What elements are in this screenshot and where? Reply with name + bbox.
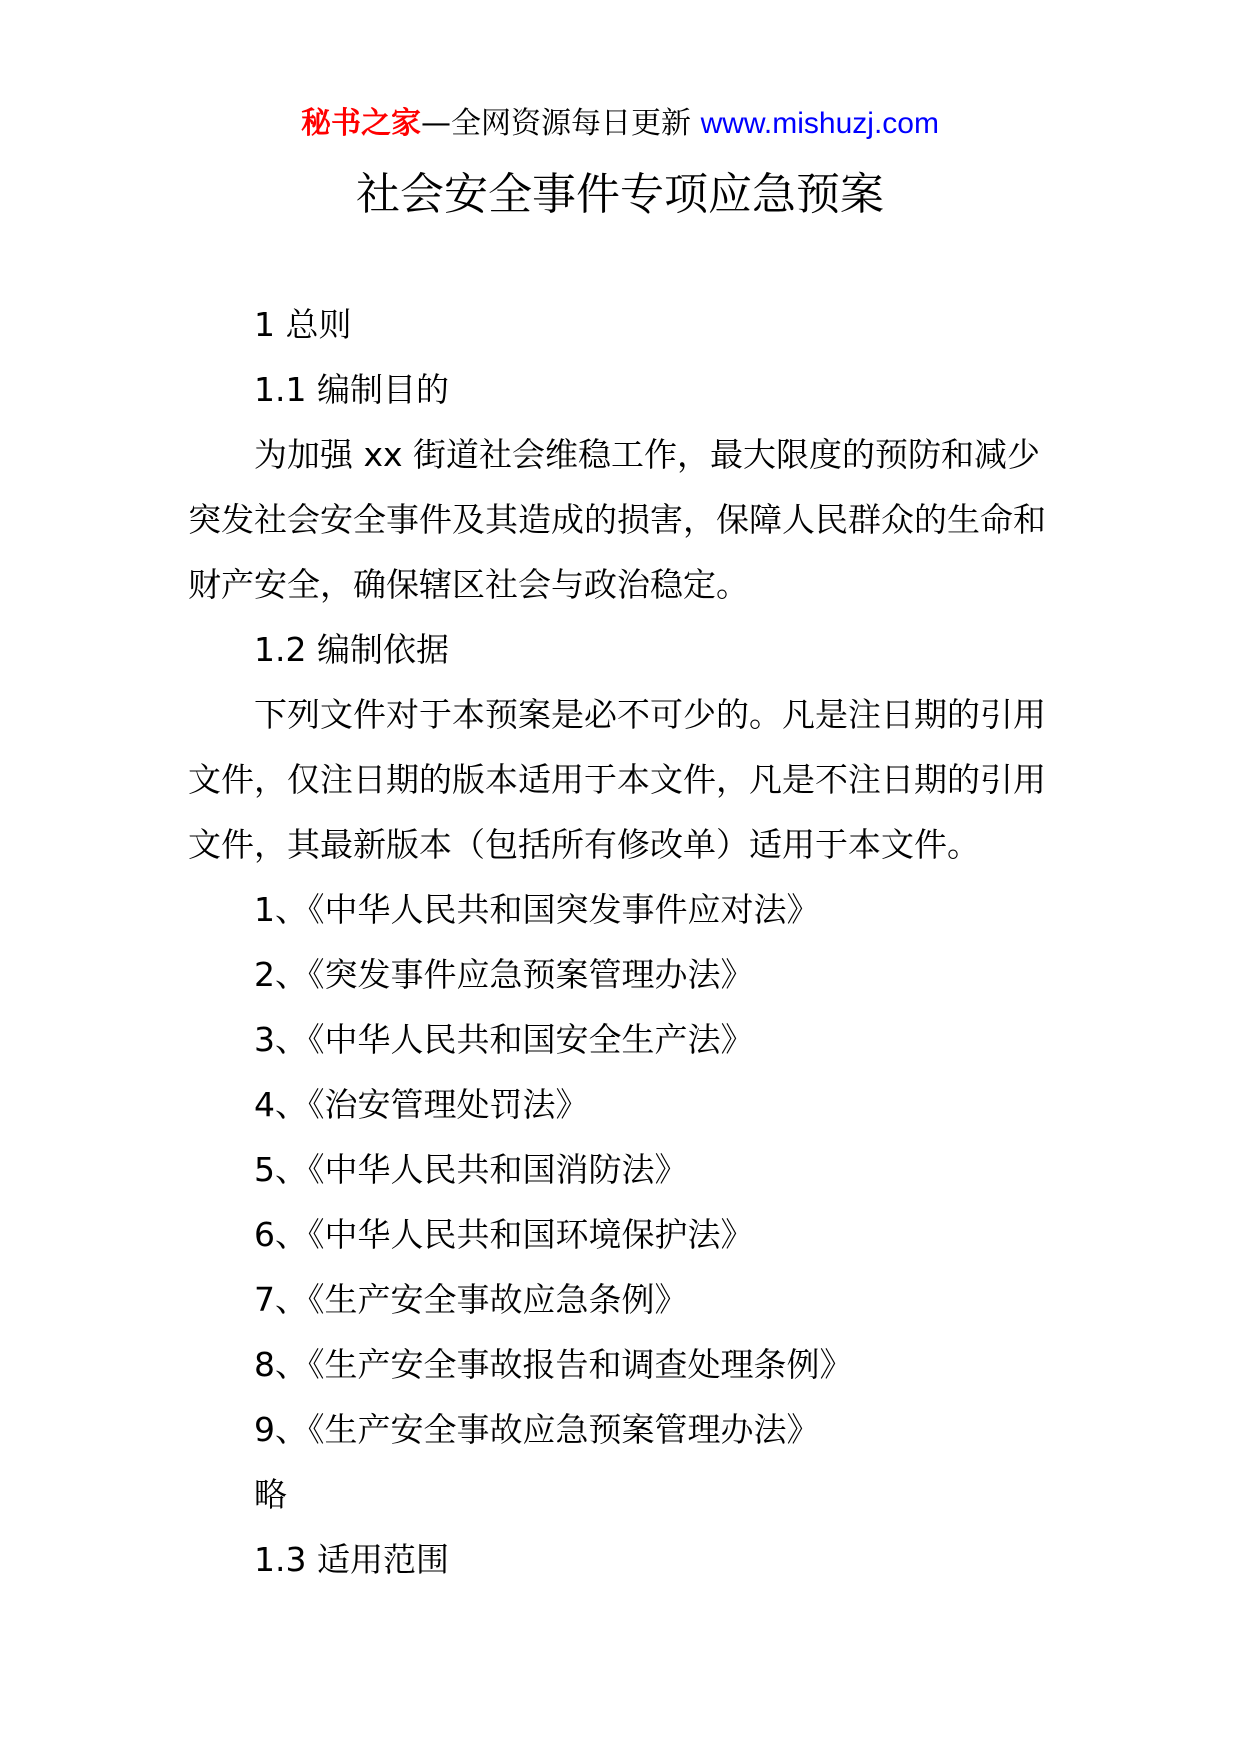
list-item: 2、《突发事件应急预案管理办法》 bbox=[254, 955, 754, 994]
document-title: 社会安全事件专项应急预案 bbox=[356, 169, 884, 220]
list-item: 4、《治安管理处罚法》 bbox=[254, 1085, 589, 1124]
subsection-heading: 1.1 编制目的 bbox=[254, 370, 449, 409]
subsection-heading: 1.2 编制依据 bbox=[254, 630, 449, 669]
section-heading: 1 总则 bbox=[254, 305, 352, 344]
list-item: 3、《中华人民共和国安全生产法》 bbox=[254, 1020, 754, 1059]
site-tagline: —全网资源每日更新 bbox=[421, 106, 692, 141]
paragraph: 略 bbox=[254, 1475, 287, 1514]
list-item: 6、《中华人民共和国环境保护法》 bbox=[254, 1215, 754, 1254]
list-item: 7、《生产安全事故应急条例》 bbox=[254, 1280, 688, 1319]
list-item: 9、《生产安全事故应急预案管理办法》 bbox=[254, 1410, 820, 1449]
subsection-heading: 1.3 适用范围 bbox=[254, 1540, 449, 1579]
site-header bbox=[0, 100, 1240, 148]
site-url-link[interactable]: www.mishuzj.com bbox=[700, 107, 939, 140]
list-item: 5、《中华人民共和国消防法》 bbox=[254, 1150, 688, 1189]
site-brand: 秘书之家 bbox=[301, 106, 422, 141]
document-body bbox=[188, 292, 1058, 1592]
list-item: 1、《中华人民共和国突发事件应对法》 bbox=[254, 890, 820, 929]
paragraph: 下列文件对于本预案是必不可少的。凡是注日期的引用文件，仅注日期的版本适用于本文件，凡是不注日期的引用文件，其最新版本（包括所有修改单）适用于本文件。 bbox=[188, 695, 1046, 864]
list-item: 8、《生产安全事故报告和调查处理条例》 bbox=[254, 1345, 853, 1384]
paragraph: 为加强 xx 街道社会维稳工作，最大限度的预防和减少突发社会安全事件及其造成的损害，保障人民群众的生命和财产安全，确保辖区社会与政治稳定。 bbox=[188, 435, 1046, 604]
